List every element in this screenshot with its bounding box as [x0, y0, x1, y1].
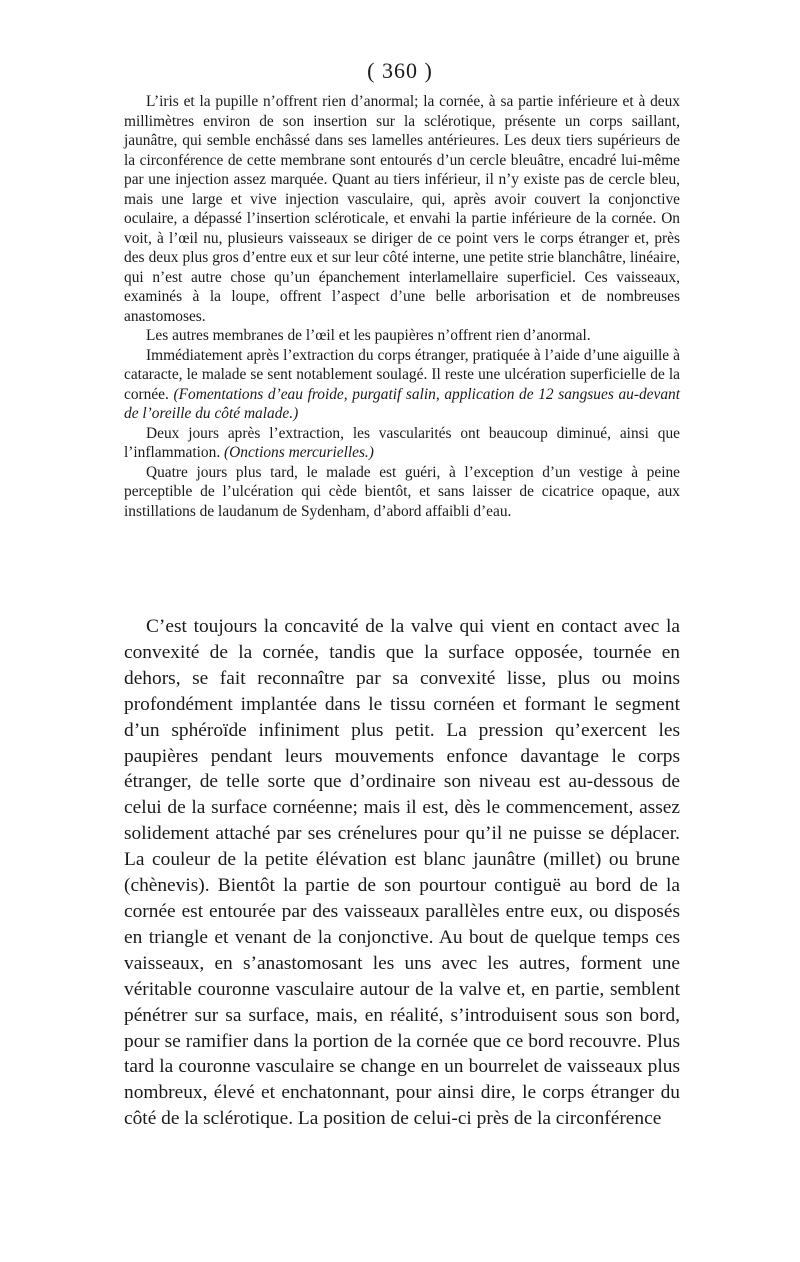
- observation-paragraph: Les autres membranes de l’œil et les paupières n’offrent rien d’anormal.: [146, 327, 591, 344]
- main-text-block: [124, 614, 680, 1132]
- treatment-note: (Fomentations d’eau froide, purgatif salin, application de 12 sangsues au-devant de l’oreille du côté malade.): [124, 385, 680, 422]
- treatment-note: (Onctions mercurielles.): [224, 444, 374, 461]
- observation-paragraph: [124, 424, 680, 463]
- page-number: ( 360 ): [367, 58, 433, 83]
- observation-paragraph: Quatre jours plus tard, le malade est guéri, à l’exception d’un vestige à peine perceptible de l’ulcération qui cède bientôt, et sans laisser de cicatrice opaque, aux instillations de laudanum de Sydenham, d’abord affaibli d’eau.: [124, 463, 680, 520]
- observation-paragraph: [124, 346, 680, 424]
- observation-paragraph: L’iris et la pupille n’offrent rien d’anormal; la cornée, à sa partie inférieure et à deux millimètres environ de son insertion sur la sclérotique, présente un corps saillant, jaunâtre, qui semble enchâssé dans ses lamelles antérieures. Les deux tiers supérieurs de la circonférence de cette membrane sont entourés d’un cercle bleuâtre, encadré lui-même par une injection assez marquée. Quant au tiers inférieur, il n’y existe pas de cercle bleu, mais une large et vive injection vasculaire, qui, après avoir couvert la conjonctive oculaire, a dépassé l’insertion scléroticale, et envahi la partie inférieure de la cornée. On voit, à l’œil nu, plusieurs vaisseaux se diriger de ce point vers le corps étranger et, près des deux plus gros d’entre eux et sur leur côté interne, une petite strie blanchâtre, linéaire, qui n’est autre chose qu’un épanchement interlamellaire superficiel. Ces vaisseaux, examinés à la loupe, offrent l’aspect d’une belle arborisation et de nombreuses anastomoses.: [124, 93, 680, 325]
- main-paragraph: C’est toujours la concavité de la valve qui vient en contact avec la convexité de la cornée, tandis que la surface opposée, tournée en dehors, se fait reconnaître par sa convexité lisse, plus ou moins profondément implantée dans le tissu cornéen et formant le segment d’un sphéroïde infiniment plus petit. La pression qu’exercent les paupières pendant leurs mouvements enfonce davantage le corps étranger, de telle sorte que d’ordinaire son niveau est au-dessous de celui de la surface cornéenne; mais il est, dès le commencement, assez solidement attaché par ses crénelures pour qu’il ne puisse se déplacer. La couleur de la petite élévation est blanc jaunâtre (millet) ou brune (chènevis). Bientôt la partie de son pourtour contiguë au bord de la cornée est entourée par des vaisseaux parallèles entre eux, ou disposés en triangle et venant de la conjonctive. Au bout de quelque temps ces vaisseaux, en s’anastomosant les uns avec les autres, forment une véritable couronne vasculaire autour de la valve et, en partie, semblent pénétrer sur sa surface, mais, en réalité, s’introduisent sous son bord, pour se ramifier dans la portion de la cornée que ce bord recouvre. Plus tard la couronne vasculaire se change en un bourrelet de vaisseaux plus nombreux, élevé et enchatonnant, pour ainsi dire, le corps étranger du côté de la sclérotique. La position de celui-ci près de la circonférence: [124, 616, 680, 1130]
- case-observation-block: [124, 92, 680, 521]
- observation-text: Deux jours après l’extraction, les vascularités ont beaucoup diminué, ainsi que l’inflammation.: [124, 424, 680, 461]
- observation-text: Immédiatement après l’extraction du corps étranger, pratiquée à l’aide d’une aiguille à cataracte, le malade se sent notablement soulagé. Il reste une ulcération superficielle de la cornée.: [124, 346, 680, 403]
